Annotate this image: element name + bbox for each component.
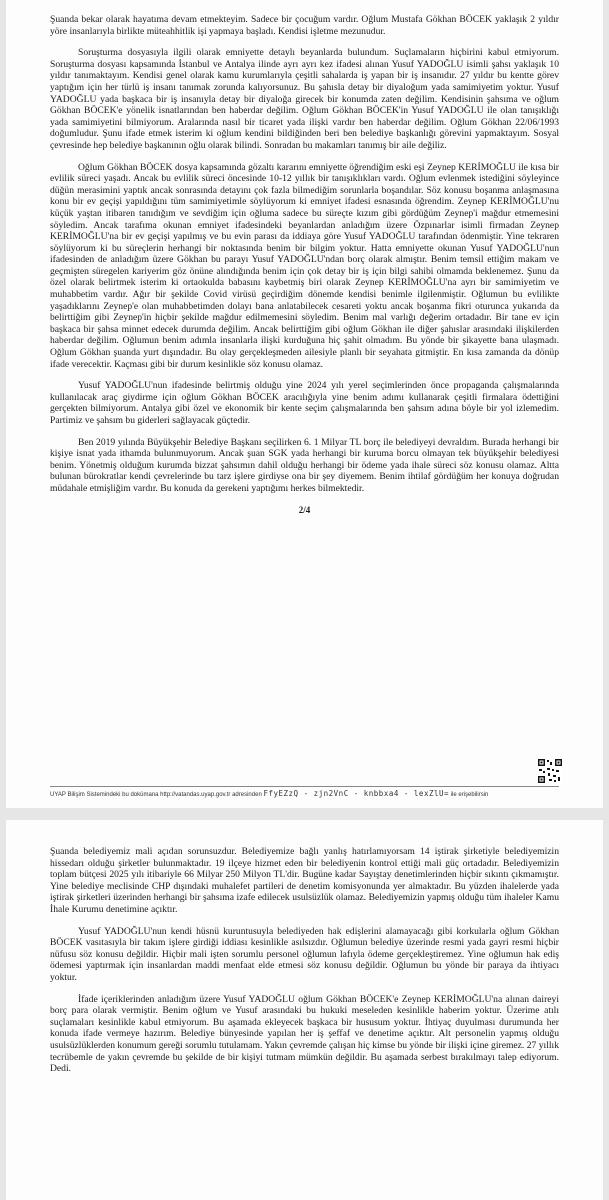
document-page-2 <box>6 0 603 808</box>
qr-code-icon <box>537 758 563 784</box>
paragraph: Yusuf YADOĞLU'nun ifadesinde belirtmiş olduğu yine 2024 yılı yerel seçimlerinden önce propaganda çalışmalarında kullanılacak araç giydirme için oğlum Gökhan BÖCEK aracılığıyla yine benim adımı kullanarak çeşitli firmalara ödettiğini gerçekten bilmiyorum. Antalya gibi özel ve ekonomik bir kente seçim çalışmalarında ben şahsım adına böyle bir yol izlemedim. Partimiz ve şahsım bu giderleri sağlayacak güçtedir. <box>50 380 559 426</box>
paragraph: Şuanda bekar olarak hayatıma devam etmekteyim. Sadece bir çocuğum vardır. Oğlum Mustafa Gökhan BÖCEK yaklaşık 2 yıldır yöre insanlarıyla birlikte müteahhitlik işi yapmaya başladı. Kendisi işletme mezunudur. <box>50 14 559 37</box>
page-number: 2/4 <box>298 504 311 515</box>
document-page-3 <box>6 820 603 1200</box>
paragraph: Soruşturma dosyasıyla ilgili olarak emniyette detaylı beyanlarda bulundum. Suçlamaların hiçbirini kabul etmiyorum. Soruşturma dosyası kapsamında İstanbul ve Antalya ilinde ayrı ayrı kez ifadesi alınan Yusuf YADOĞLU isimli şahsı yaklaşık 10 yıldır tanımaktayım. Kendisi genel olarak kamu kurumlarıyla çeşitli sahalarda iş yapan bir iş insanıdır. 27 yıldır bu kentte görev yaptığım için her türlü iş insanı tanımak zorunda kalıyorsunuz. Bu şahısla detay bir diyaloğum yada samimiyetim yoktur. Yusuf YADOĞLU yada başkaca bir iş insanıyla detay bir diyaloğa girecek bir konumda zaten değilim. Kendisinin şahsıma ve oğlum Gökhan BÖCEK'e yönelik isnatlarından ben haberdar değilim. Oğlum Gökhan BÖCEK'in Yusuf YADOĞLU ile olan tanışıklığı yada samimiyetini bilmiyorum. Aralarında nasıl bir ticaret yada ilişki vardır ben haberdar değilim. Oğlum Gökhan 22/06/1993 doğumludur. Şunu ifade etmek isterim ki oğlum kendini bildiğinden beri ben belediye başkanlığı görevini yapmaktayım. Sosyal çevresinde hep belediye başkanının oğlu olarak bilindi. Sonradan bu makamları tanımış bir aile değiliz. <box>50 47 559 151</box>
paragraph: İfade içeriklerinden anladığım üzere Yusuf YADOĞLU oğlum Gökhan BÖCEK'e Zeynep KERİMOĞLU'na alınan daireyi borç para olarak vermiştir. Benim oğlum ve Yusuf arasındaki bu hukuki meseleden kesinlikle haberim yoktur. Üzerime atılı suçlamaları kesinlikle kabul etmiyorum. Bu aşamada ekleyecek başkaca bir hususum yoktur. İhtiyaç duyulması durumunda her konuda ifade vermeye hazırım. Belediye bünyesinde yapılan her iş şeffaf ve denetime açıktır. Alt personelin yapmış olduğu usulsüzlüklerden konumum gereği sorumlu tutulamam. Yakın çevremde çalışan hiç kimse bu yönde bir ilişki içine giremez. 27 yıllık tecrübemle de yakın çevremde bu şekilde de bir kişiyi tutmam mümkün değildir. Bu aşamada serbest bırakılmayı talep ediyorum. Dedi. <box>50 993 559 1075</box>
paragraph: Ben 2019 yılında Büyükşehir Belediye Başkanı seçilirken 6. 1 Milyar TL borç ile belediyeyi devraldım. Burada herhangi bir kişiye isnat yada ithamda bulunmuyorum. Ancak şuan SGK yada herhangi bir kuruma borcu olmayan tek büyükşehir belediyesi benim. Yönetmiş olduğum kurumda bizzat şahsımın dahil olduğu herhangi bir ödeme yada ihale süreci söz konusu olamaz. Altta bulunan bürokratlar kendi çevrelerinde bu tarz işlere girdiyse ona bir şey diyemem. Benim ihtilaf gördüğüm her konuya doğrudan müdahale etmişliğim vardır. Bu konuda da gerekeni yaptığımı herkes bilmektedir. <box>50 436 559 494</box>
footer-suffix: ile erişebilirsin <box>450 792 489 798</box>
paragraph: Oğlum Gökhan BÖCEK dosya kapsamında gözaltı kararını emniyette öğrendiğim eski eşi Zeynep KERİMOĞLU ile kısa bir evlilik süreci yaşadı. Ancak bu evlilik süreci öncesinde 10-12 yıllık bir tanışıklıkları vardı. Oğlum evlenmek istediğini söyleyince düğün merasimini yaptık ancak sonrasında detayını çok fazla bilmediğim sorunlarla boşandılar. Söz konusu boşanma anlaşmasına konu bir ev geçişi yapıldığını tüm samimiyetimle söylüyorum ki emniyet ifadesi esnasında öğrendim. Zeynep KERİMOĞLU'nu küçük yaştan itibaren tanıdığım ve sevdiğim için oğluma sadece bu süreçte kızım gibi gördüğüm Zeynep'i mağdur etmemesini söyledim. Ancak tarafıma okunan emniyet ifadesindeki beyanlardan anladığım üzere Özpınarlar isimli firmadan Zeynep KERİMOĞLU'na bir ev geçişi yapılmış ve bu evin parası da iddiaya göre Yusuf YADOĞLU tarafından ödenmiştir. Yine tekraren söylüyorum ki bu süreçlerin herhangi bir noktasında benim bir bilgim yoktur. Hatta emniyette okunan Yusuf YADOĞLU'nun ifadesinden de anladığım üzere Gökhan bu parayı Yusuf YADOĞLU'ndan borç olarak almıştır. Benim temsil ettiğim makam ve geçmişten süregelen kariyerim göz önüne alındığında benim için çok detay bir iş için bilgi sahibi olmamda beklenemez. Şunu da özel olarak belirtmek isterim ki ortaokulda babasını kaybetmiş biri olarak Zeynep KERİMOĞLU'na ayrı bir samimiyetim ve muhabbetim vardır. Ağır bir şekilde Covid virüsü geçirdiğim dönemde kendisi benimle ilgilenmiştir. Oğlumun bu evlilikte yaşadıklarını Zeynep'e olan muhabbetimden dolayı bana anlatabilecek cesareti yoktu ancak boşanma fikri oturunca yukarıda da belirttiğim gibi Zeynep'in hiçbir şekilde mağdur edilmemesini söyledim. Benim mal varlığı değerim ortadadır. Bir tane ev için başkaca bir şahsa minnet edecek durumda değilim. Ancak belirttiğim gibi oğlum Gökhan ile diğer şahıslar arasındaki ilişkilerden haberdar değilim. Oğlumun benim adımla insanlarla ilişki kurduğuna hiç şahit olmadım. Bu yönde bir şikayette bana ulaşmadı. Oğlum Gökhan şuanda yurt dışındadır. Bu olay gerçekleşmeden ailesiyle planlı bir seyahata gitmiştir. En kısa zamanda da dönüp ifade verecektir. Kaçması gibi bir durum kesinlikle söz konusu olamaz. <box>50 161 559 370</box>
footer-text: UYAP Bilişim Sistemindeki bu dokümana http://vatandas.uyap.gov.tr adresinden <box>50 792 262 798</box>
paragraph: Yusuf YADOĞLU'nun kendi hüsnü kuruntusuyla belediyeden hak edişlerini alamayacağı gibi korkularla oğlum Gökhan BÖCEK vasıtasıyla bir takım işlere girdiği iddiası kesinlikle asılsızdır. Oğlumun belediye üzerinde resmi yada gayri resmi hiçbir nüfusu söz konusu değildir. Hiçbir mali işten sorumlu personel oğlumun lafıyla ödeme gerçekleştiremez. Yine oğlumun hak ediş ödemesi yaptırmak için insanlardan maddi menfaat elde etmesi söz konusu değildir. Oğlumun bu yönde bir paraya da ihtiyacı yoktur. <box>50 925 559 983</box>
footer-verification-code: FfyEZzQ - zjn2VnC - knbbxa4 - lexZlU= <box>263 789 450 798</box>
paragraph: Şuanda belediyemiz mali açıdan sorunsuzdur. Belediyemize bağlı yanlış hatırlamıyorsam 14 iştirak şirketiyle belediyemizin hissedarı olduğu şirketler bulunmaktadır. 19 ilçeye hizmet eden bir belediyenin kontrol ettiği mali güç ortadadır. Belediyemizin toplam bütçesi 2025 yılı itibariyle 66 Milyar 250 Milyon TL'dir. Bugüne kadar Sayıştay denetimlerinden hiçbir sıkıntı çıkmamıştır. Yine belediye meclisinde CHP dışındaki muhalefet partileri de denetim komisyonunda yer almaktadır. Bu yüzden ihalelerde yada iştirak şirketleri üzerinden herhangi bir şahsıma izafe edilecek usulsüzlük olamaz. Belediyemizin yapmış olduğu tüm ihaleler Kamu İhale Kurumu denetimine açıktır. <box>50 846 559 915</box>
uyap-footer <box>50 786 559 798</box>
